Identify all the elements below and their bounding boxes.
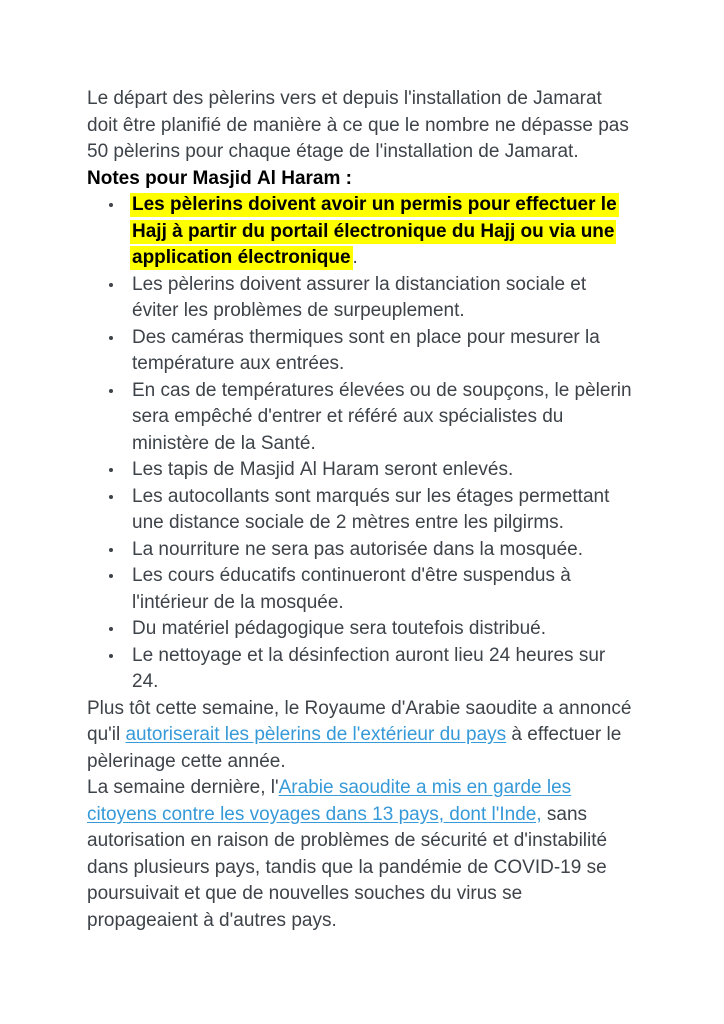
- list-item-text: Des caméras thermiques sont en place pour mesurer la température aux entrées.: [132, 326, 600, 374]
- text-before-link: La semaine dernière, l': [87, 777, 279, 798]
- list-item-text: Les cours éducatifs continueront d'être suspendus à l'intérieur de la mosquée.: [132, 565, 571, 613]
- list-item-courses-suspended: [132, 563, 635, 616]
- text-after-link: à effectuer le pèlerinage cette année.: [87, 724, 622, 772]
- text-before-link: Plus tôt cette semaine, le Royaume d'Arabie saoudite a annoncé qu'il: [87, 697, 632, 745]
- list-item-thermal-cameras: [132, 325, 635, 378]
- text-after-link: sans autorisation en raison de problèmes de sécurité et d'instabilité dans plusieurs pays, tandis que la pandémie de COVID-19 se poursuivait et que de nouvelles souches du virus se propageaient à d'autres pays.: [87, 803, 608, 931]
- notes-list: [87, 192, 635, 696]
- list-item-text: Les autocollants sont marqués sur les étages permettant une distance sociale de 2 mètres entre les pilgirms.: [132, 485, 610, 533]
- link-travel-warning-13-countries[interactable]: Arabie saoudite a mis en garde les citoyens contre les voyages dans 13 pays, dont l'Inde,: [87, 777, 572, 825]
- list-item-floor-stickers: [132, 484, 635, 537]
- document-content: [87, 86, 635, 934]
- section-heading-masjid-al-haram: Notes pour Masjid Al Haram :: [87, 167, 352, 189]
- list-item-hajj-permit: [132, 192, 635, 272]
- list-item-text: La nourriture ne sera pas autorisée dans la mosquée.: [132, 538, 583, 560]
- list-item-text: Du matériel pédagogique sera toutefois distribué.: [132, 618, 547, 639]
- list-item-text: Les pèlerins doivent assurer la distanciation sociale et éviter les problèmes de surpeuplement.: [132, 273, 587, 321]
- link-pilgrims-from-outside[interactable]: autoriserait les pèlerins de l'extérieur du pays: [125, 724, 507, 745]
- paragraph-announcement: [87, 696, 635, 776]
- highlighted-permit-text: Les pèlerins doivent avoir un permis pour effectuer le Hajj à partir du portail électronique du Hajj ou via une application électronique: [132, 194, 617, 268]
- paragraph-jamarat-intro: Le départ des pèlerins vers et depuis l'installation de Jamarat doit être planifié de manière à ce que le nombre ne dépasse pas 50 pèlerins pour chaque étage de l'installation de Jamarat.: [87, 88, 629, 162]
- list-item-text: En cas de températures élevées ou de soupçons, le pèlerin sera empêché d'entrer et référé aux spécialistes du ministère de la Santé.: [132, 379, 632, 454]
- list-item-social-distancing: [132, 272, 635, 325]
- list-item-text: Les tapis de Masjid Al Haram seront enlevés.: [132, 459, 514, 480]
- list-item-high-temperature: [132, 378, 635, 458]
- list-item-carpets-removed: [132, 457, 635, 484]
- highlight-suffix-period: .: [352, 247, 358, 268]
- list-item-text: Le nettoyage et la désinfection auront lieu 24 heures sur 24.: [132, 644, 606, 692]
- list-item-educational-material: [132, 616, 635, 643]
- paragraph-travel-warning: [87, 775, 635, 934]
- list-item-no-food: [132, 537, 635, 564]
- list-item-cleaning-24h: [132, 643, 635, 696]
